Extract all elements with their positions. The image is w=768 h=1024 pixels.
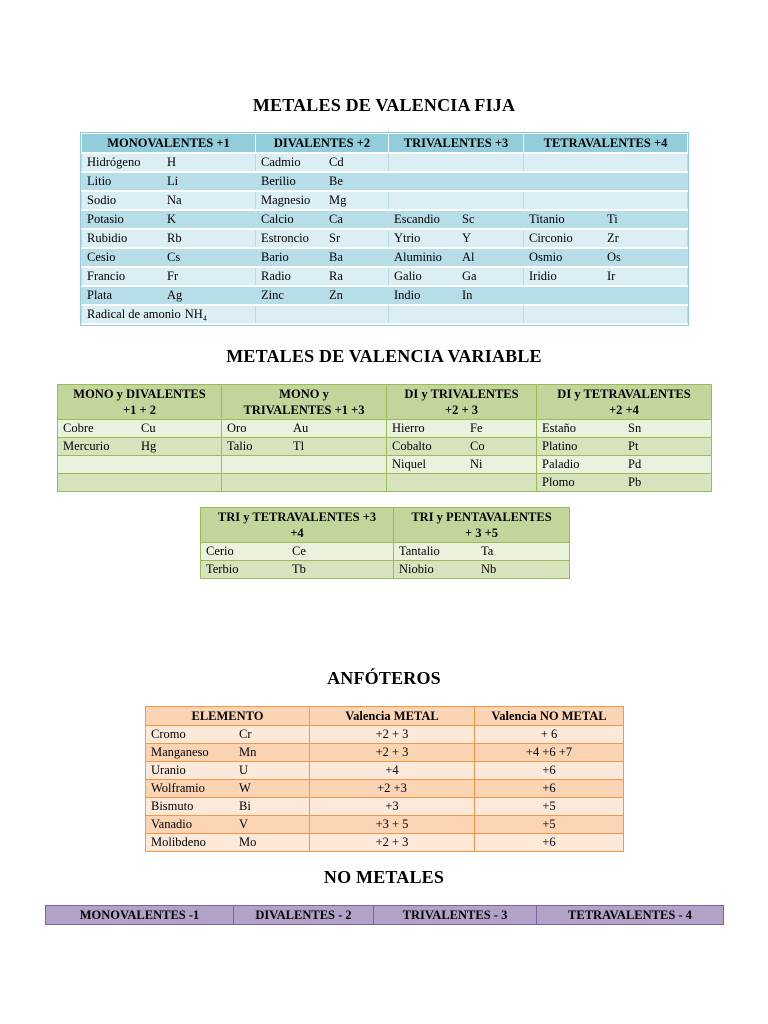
- element-symbol: Ir: [607, 269, 616, 283]
- element-cell: [146, 744, 310, 762]
- column-header: DIVALENTES - 2: [234, 906, 374, 925]
- element-cell: [387, 474, 537, 492]
- table-header-row: [201, 508, 570, 543]
- valencia-no-metal: +4 +6 +7: [475, 744, 624, 762]
- element-cell: [387, 438, 537, 456]
- column-header: DIVALENTES +2: [256, 134, 389, 154]
- table-valencia-variable-2: [200, 507, 570, 579]
- element-cell: [256, 248, 389, 267]
- element-symbol: Co: [470, 439, 485, 453]
- table-row: [82, 248, 688, 267]
- element-symbol: Pd: [628, 457, 642, 471]
- element-cell: [222, 474, 387, 492]
- element-cell: [389, 248, 524, 267]
- table-row: [82, 305, 688, 324]
- element-name: Osmio: [529, 250, 563, 264]
- element-cell: [146, 726, 310, 744]
- element-cell: [146, 816, 310, 834]
- element-symbol: Rb: [167, 231, 182, 245]
- element-cell: [82, 153, 256, 172]
- element-cell: [256, 305, 389, 324]
- element-name: Bario: [261, 250, 289, 264]
- element-symbol: Tb: [292, 562, 306, 576]
- element-name: Berilio: [261, 174, 296, 188]
- element-cell: [82, 305, 256, 324]
- element-name: Litio: [87, 174, 112, 188]
- element-cell: [256, 153, 389, 172]
- element-symbol: Mg: [329, 193, 347, 207]
- column-header-line: MONO y DIVALENTES: [73, 387, 206, 401]
- column-header-line: +2 +4: [609, 403, 639, 417]
- element-name: Cobalto: [392, 439, 432, 453]
- element-symbol: Zn: [329, 288, 343, 302]
- column-header: [394, 508, 570, 543]
- element-symbol: V: [239, 817, 249, 831]
- element-symbol: H: [167, 155, 177, 169]
- element-cell: [537, 438, 712, 456]
- valencia-metal: +3: [310, 798, 475, 816]
- element-symbol: Sc: [462, 212, 475, 226]
- element-name: Cromo: [151, 727, 186, 741]
- element-cell: [524, 210, 688, 229]
- column-header-line: DI y TRIVALENTES: [404, 387, 519, 401]
- element-cell: [146, 834, 310, 852]
- element-cell: [82, 210, 256, 229]
- table-header-row: [46, 906, 724, 925]
- element-symbol: Li: [167, 174, 179, 188]
- element-symbol: Mn: [239, 745, 257, 759]
- element-cell: [394, 561, 570, 579]
- element-cell: [222, 438, 387, 456]
- element-cell: [524, 191, 688, 210]
- element-name: Aluminio: [394, 250, 442, 264]
- element-symbol: Be: [329, 174, 343, 188]
- table-row: [146, 798, 624, 816]
- element-symbol: Ag: [167, 288, 183, 302]
- valencia-no-metal: +5: [475, 798, 624, 816]
- column-header-line: DI y TETRAVALENTES: [557, 387, 691, 401]
- element-cell: [537, 420, 712, 438]
- table-row: [82, 286, 688, 305]
- element-symbol: Ce: [292, 544, 306, 558]
- element-cell: [58, 474, 222, 492]
- column-header-line: + 3 +5: [465, 526, 498, 540]
- element-cell: [524, 305, 688, 324]
- element-name: Uranio: [151, 763, 186, 777]
- element-cell: [256, 210, 389, 229]
- element-cell: [201, 543, 394, 561]
- table-row: [82, 172, 688, 191]
- element-cell: [524, 267, 688, 286]
- element-cell: [201, 561, 394, 579]
- element-name: Calcio: [261, 212, 294, 226]
- table-header-row: [82, 134, 688, 154]
- element-name: Estaño: [542, 421, 577, 435]
- column-header: [387, 385, 537, 420]
- element-cell: [524, 153, 688, 172]
- element-cell: [222, 456, 387, 474]
- element-cell: [389, 210, 524, 229]
- column-header: Valencia NO METAL: [475, 707, 624, 726]
- valencia-no-metal: +5: [475, 816, 624, 834]
- table-row: [146, 726, 624, 744]
- table-row: [82, 153, 688, 172]
- element-cell: [82, 267, 256, 286]
- element-name: Niobio: [399, 562, 434, 576]
- table-row: [58, 420, 712, 438]
- element-symbol: Os: [607, 250, 621, 264]
- column-header: [222, 385, 387, 420]
- element-cell: [524, 172, 688, 191]
- column-header: MONOVALENTES -1: [46, 906, 234, 925]
- column-header-line: TRI y PENTAVALENTES: [411, 510, 552, 524]
- element-symbol: Al: [462, 250, 475, 264]
- element-cell: [389, 267, 524, 286]
- element-symbol: Pb: [628, 475, 642, 489]
- valencia-metal: +2 + 3: [310, 726, 475, 744]
- element-name: Bismuto: [151, 799, 194, 813]
- element-name: Galio: [394, 269, 422, 283]
- table-header-row: [58, 385, 712, 420]
- table-row: [146, 816, 624, 834]
- element-name: Plomo: [542, 475, 575, 489]
- element-cell: [82, 248, 256, 267]
- element-name: Magnesio: [261, 193, 311, 207]
- element-symbol: Fe: [470, 421, 483, 435]
- column-header: TRIVALENTES +3: [389, 134, 524, 154]
- element-name: Titanio: [529, 212, 565, 226]
- element-symbol: K: [167, 212, 177, 226]
- element-symbol: Nb: [481, 562, 497, 576]
- element-cell: [537, 456, 712, 474]
- element-name: Zinc: [261, 288, 284, 302]
- element-symbol: Ga: [462, 269, 477, 283]
- element-name: Escandio: [394, 212, 440, 226]
- element-cell: [58, 456, 222, 474]
- column-header: Valencia METAL: [310, 707, 475, 726]
- element-name: Hidrógeno: [87, 155, 141, 169]
- element-name: Hierro: [392, 421, 425, 435]
- column-header: [537, 385, 712, 420]
- column-header: [58, 385, 222, 420]
- element-symbol: Mo: [239, 835, 257, 849]
- table-row: [146, 762, 624, 780]
- column-header-line: +1 + 2: [123, 403, 156, 417]
- valencia-no-metal: +6: [475, 780, 624, 798]
- element-symbol: Na: [167, 193, 182, 207]
- column-header-line: TRIVALENTES +1 +3: [243, 403, 365, 417]
- element-name: Platino: [542, 439, 578, 453]
- element-symbol: Y: [462, 231, 472, 245]
- element-symbol: Ca: [329, 212, 343, 226]
- table-row: [146, 780, 624, 798]
- table-row: [82, 210, 688, 229]
- element-cell: [394, 543, 570, 561]
- element-name: Cerio: [206, 544, 234, 558]
- element-name: Terbio: [206, 562, 239, 576]
- element-name: Indio: [394, 288, 421, 302]
- element-symbol: Ta: [481, 544, 494, 558]
- valencia-no-metal: +6: [475, 834, 624, 852]
- table-header-row: [146, 707, 624, 726]
- element-cell: [524, 286, 688, 305]
- element-name: Radio: [261, 269, 291, 283]
- element-name: Sodio: [87, 193, 117, 207]
- valencia-metal: +2 +3: [310, 780, 475, 798]
- element-name: Circonio: [529, 231, 573, 245]
- element-name: Ytrio: [394, 231, 421, 245]
- element-name: Radical de amonio: [87, 307, 181, 321]
- table-row: [82, 267, 688, 286]
- element-symbol: Ti: [607, 212, 618, 226]
- column-header: TETRAVALENTES +4: [524, 134, 688, 154]
- table-row: [82, 191, 688, 210]
- element-name: Cadmio: [261, 155, 301, 169]
- element-symbol: In: [462, 288, 473, 302]
- element-cell: [387, 420, 537, 438]
- element-name: Francio: [87, 269, 126, 283]
- element-cell: [389, 153, 524, 172]
- element-symbol: Zr: [607, 231, 619, 245]
- element-name: Estroncio: [261, 231, 309, 245]
- title-valencia-fija: METALES DE VALENCIA FIJA: [252, 95, 516, 115]
- element-name: Mercurio: [63, 439, 110, 453]
- element-cell: [58, 420, 222, 438]
- element-symbol: Sr: [329, 231, 341, 245]
- table-row: [146, 744, 624, 762]
- element-cell: [58, 438, 222, 456]
- element-symbol: U: [239, 763, 249, 777]
- element-name: Cobre: [63, 421, 94, 435]
- element-symbol: Cr: [239, 727, 252, 741]
- table-no-metales: [45, 905, 724, 925]
- element-symbol: Cu: [141, 421, 156, 435]
- valencia-no-metal: +6: [475, 762, 624, 780]
- element-name: Niquel: [392, 457, 427, 471]
- element-symbol: Sn: [628, 421, 642, 435]
- element-symbol: Ni: [470, 457, 483, 471]
- element-symbol: Bi: [239, 799, 251, 813]
- title-anfoteros: ANFÓTEROS: [327, 668, 441, 688]
- table-row: [201, 543, 570, 561]
- column-header: TETRAVALENTES - 4: [537, 906, 724, 925]
- element-cell: [389, 229, 524, 248]
- column-header: ELEMENTO: [146, 707, 310, 726]
- element-cell: [387, 456, 537, 474]
- element-name: Cesio: [87, 250, 116, 264]
- table-anfoteros: [145, 706, 624, 852]
- element-symbol: NH₄: [184, 307, 208, 321]
- column-header: MONOVALENTES +1: [82, 134, 256, 154]
- element-cell: [222, 420, 387, 438]
- column-header: [201, 508, 394, 543]
- element-symbol: Fr: [167, 269, 179, 283]
- table-valencia-variable: [57, 384, 712, 492]
- element-cell: [389, 191, 524, 210]
- element-symbol: Pt: [628, 439, 639, 453]
- column-header: TRIVALENTES - 3: [374, 906, 537, 925]
- element-cell: [256, 267, 389, 286]
- element-symbol: Tl: [293, 439, 305, 453]
- valencia-metal: +2 + 3: [310, 744, 475, 762]
- element-cell: [146, 762, 310, 780]
- element-symbol: Au: [293, 421, 309, 435]
- element-cell: [82, 172, 256, 191]
- element-symbol: Cs: [167, 250, 181, 264]
- table-row: [146, 834, 624, 852]
- element-symbol: Ra: [329, 269, 343, 283]
- element-name: Tantalio: [399, 544, 440, 558]
- element-name: Potasio: [87, 212, 124, 226]
- element-name: Vanadio: [151, 817, 192, 831]
- element-name: Talio: [227, 439, 253, 453]
- column-header-line: MONO y: [279, 387, 329, 401]
- element-symbol: W: [239, 781, 251, 795]
- valencia-metal: +4: [310, 762, 475, 780]
- element-cell: [389, 172, 524, 191]
- element-name: Rubidio: [87, 231, 128, 245]
- element-cell: [389, 286, 524, 305]
- table-valencia-fija: [81, 133, 688, 325]
- valencia-no-metal: + 6: [475, 726, 624, 744]
- element-symbol: Hg: [141, 439, 157, 453]
- element-name: Manganeso: [151, 745, 209, 759]
- element-symbol: Ba: [329, 250, 343, 264]
- element-cell: [146, 798, 310, 816]
- column-header-line: +4: [290, 526, 304, 540]
- valencia-metal: +2 + 3: [310, 834, 475, 852]
- table-row: [58, 456, 712, 474]
- element-cell: [524, 248, 688, 267]
- element-cell: [537, 474, 712, 492]
- element-cell: [256, 286, 389, 305]
- element-cell: [82, 229, 256, 248]
- element-cell: [256, 229, 389, 248]
- element-cell: [256, 172, 389, 191]
- title-no-metales: NO METALES: [323, 867, 445, 887]
- column-header-line: +2 + 3: [445, 403, 478, 417]
- element-name: Wolframio: [151, 781, 205, 795]
- table-row: [82, 229, 688, 248]
- element-name: Iridio: [529, 269, 557, 283]
- element-cell: [82, 286, 256, 305]
- table-row: [58, 474, 712, 492]
- table-row: [58, 438, 712, 456]
- element-name: Oro: [227, 421, 247, 435]
- title-valencia-variable: METALES DE VALENCIA VARIABLE: [226, 346, 542, 366]
- element-name: Paladio: [542, 457, 580, 471]
- table-row: [201, 561, 570, 579]
- element-cell: [389, 305, 524, 324]
- element-name: Plata: [87, 288, 112, 302]
- element-symbol: Cd: [329, 155, 344, 169]
- element-cell: [524, 229, 688, 248]
- element-cell: [146, 780, 310, 798]
- element-name: Molibdeno: [151, 835, 206, 849]
- element-cell: [256, 191, 389, 210]
- column-header-line: TRI y TETRAVALENTES +3: [217, 510, 377, 524]
- valencia-metal: +3 + 5: [310, 816, 475, 834]
- element-cell: [82, 191, 256, 210]
